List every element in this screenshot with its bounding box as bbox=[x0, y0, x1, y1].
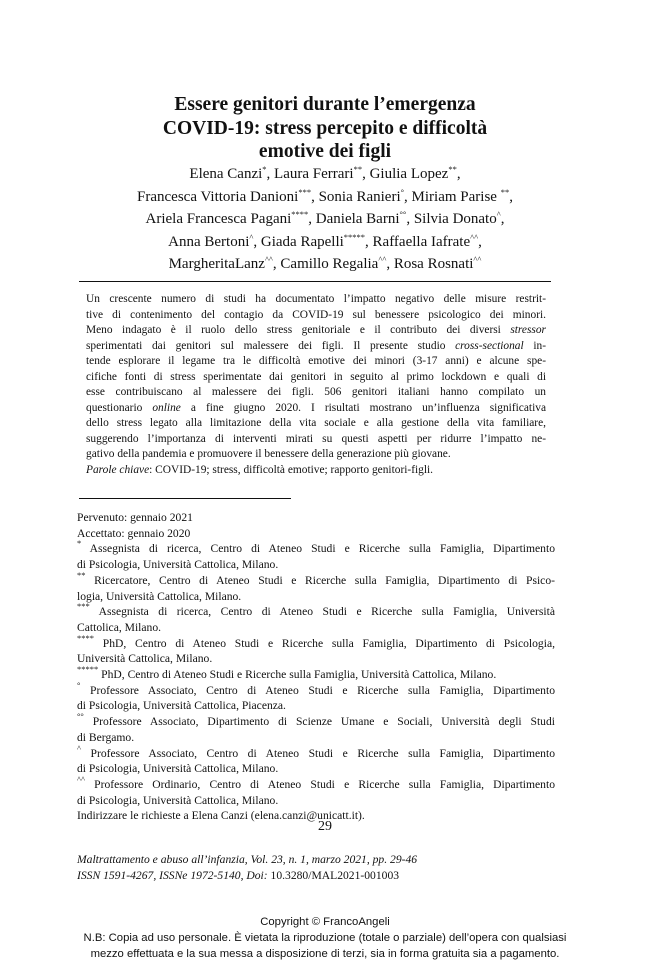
footnote-cont: di Psicologia, Università Cattolica, Piacenza. bbox=[77, 699, 286, 713]
author-name: Sonia Ranieri bbox=[318, 188, 401, 205]
footnote-marker: ***** bbox=[77, 664, 99, 675]
affiliation-marker: ^ bbox=[249, 231, 254, 242]
footnote bbox=[77, 773, 555, 793]
footnote bbox=[77, 679, 555, 699]
abstract-line: tende esplorare il legame tra le difficoltà emotive dei minori (3-17 anni) e alcune spe- bbox=[86, 355, 546, 367]
author-list bbox=[62, 163, 588, 276]
affiliation-marker: **** bbox=[291, 209, 309, 219]
abstract-line: cifiche fonti di stress sperimentate dai genitori in seguito al primo lockdown e quali di bbox=[86, 370, 546, 383]
abstract-line: Un crescente numero di studi ha documentato l’impatto negativo delle misure restrit- bbox=[86, 293, 546, 305]
separator: , bbox=[404, 188, 412, 205]
copyright-line: Copyright © FrancoAngeli bbox=[260, 916, 390, 928]
separator: , bbox=[456, 166, 461, 182]
footnote-text: Professore Associato, Dipartimento di Scienze Umane e Sociali, Università degli Studi bbox=[83, 715, 555, 729]
doi: 10.3280/MAL2021-001003 bbox=[270, 868, 400, 882]
abstract bbox=[86, 292, 546, 478]
copyright-footer bbox=[0, 914, 650, 962]
footnote bbox=[77, 569, 555, 589]
contact-line: Indirizzare le richieste a Elena Canzi (elena.canzi@unicatt.it). bbox=[77, 809, 365, 823]
journal-line: Maltrattamento e abuso all’infanzia, Vol. 23, n. 1, marzo 2021, pp. 29-46 bbox=[77, 853, 418, 866]
affiliation-marker: *** bbox=[298, 186, 312, 197]
author-name: Daniela Barni bbox=[315, 211, 400, 227]
author-name: Laura Ferrari bbox=[274, 166, 354, 182]
footnote-marker: ** bbox=[77, 569, 86, 580]
abstract-text: in- bbox=[523, 339, 546, 352]
footnote-text: Professore Associato, Centro di Ateneo Studi e Ricerche sulla Famiglia, Dipartimento bbox=[81, 746, 555, 760]
author-name: Ariela Francesca Pagani bbox=[145, 211, 292, 227]
author-name: Miriam Parise bbox=[411, 188, 501, 205]
footnote bbox=[77, 601, 555, 620]
footnote-marker: ^ bbox=[77, 742, 81, 753]
footnote bbox=[77, 742, 555, 762]
separator: , bbox=[365, 233, 373, 250]
author-name: Rosa Rosnati bbox=[393, 256, 474, 272]
emphasis: cross-sectional bbox=[455, 339, 524, 352]
separator: , bbox=[308, 211, 316, 227]
abstract-text: sperimentati dai genitori sul malessere dei figli. Il presente studio bbox=[86, 339, 456, 352]
footnote-marker: *** bbox=[77, 601, 90, 612]
article-title bbox=[60, 93, 590, 164]
separator: , bbox=[266, 166, 275, 182]
abstract-line: dello stress legato alla limitazione della vita sociale e alla gestione della vita familiare, bbox=[86, 417, 546, 429]
affiliation-marker: ^^ bbox=[470, 231, 479, 242]
separator: , bbox=[500, 211, 505, 227]
footnote-text: Assegnista di ricerca, Centro di Ateneo Studi e Ricerche sulla Famiglia, Università bbox=[89, 605, 555, 619]
footnote-cont: di Bergamo. bbox=[77, 730, 135, 744]
header-rule bbox=[79, 281, 551, 282]
affiliation-marker: ***** bbox=[343, 231, 366, 242]
author-line bbox=[62, 208, 588, 231]
footnote bbox=[77, 664, 555, 683]
footnote-marker: °° bbox=[77, 711, 84, 722]
title-line: emotive dei figli bbox=[258, 141, 392, 162]
footnote-cont: di Psicologia, Università Cattolica, Milano. bbox=[77, 558, 279, 572]
footnote-text: PhD, Centro di Ateneo Studi e Ricerche sulla Famiglia, Università Cattolica, Milano. bbox=[98, 668, 497, 682]
footnote bbox=[77, 632, 555, 652]
affiliation-marker: * bbox=[262, 164, 267, 174]
author-line bbox=[62, 231, 588, 254]
abstract-line bbox=[86, 339, 546, 355]
footnote-cont: di Psicologia, Università Cattolica, Milano. bbox=[77, 793, 279, 807]
footnote-marker: * bbox=[77, 538, 82, 549]
footnote-rule bbox=[79, 498, 291, 499]
affiliation-marker: ^ bbox=[496, 209, 501, 219]
affiliation-marker: ° bbox=[400, 186, 405, 197]
footnote bbox=[77, 538, 555, 557]
author-name: Silvia Donato bbox=[413, 211, 497, 227]
abstract-text: Meno indagato è il ruolo dello stress genitoriale e il contributo dei diversi bbox=[86, 324, 511, 336]
author-name: Elena Canzi bbox=[189, 166, 263, 182]
affiliation-marker: ^^ bbox=[473, 254, 482, 264]
separator: , bbox=[272, 256, 281, 272]
footnote-cont: Cattolica, Milano. bbox=[77, 620, 162, 634]
author-name: Anna Bertoni bbox=[168, 233, 250, 250]
footnote-text: Ricercatore, Centro di Ateneo Studi e Ricerche sulla Famiglia, Dipartimento di Psico- bbox=[85, 573, 555, 587]
abstract-line bbox=[86, 401, 546, 417]
footnote-cont: logia, Università Cattolica, Milano. bbox=[77, 589, 242, 603]
keywords-text: : COVID-19; stress, difficoltà emotive; rapporto genitori-figli. bbox=[149, 463, 434, 476]
abstract-text: questionario bbox=[86, 401, 153, 414]
keywords bbox=[86, 463, 546, 479]
affiliation-marker: ** bbox=[500, 186, 510, 197]
title-line: Essere genitori durante l’emergenza bbox=[174, 94, 476, 115]
issn-text: ISSN 1591-4267, ISSNe 1972-5140, Doi: bbox=[77, 868, 271, 882]
journal-citation bbox=[77, 852, 577, 883]
affiliation-marker: °° bbox=[399, 209, 407, 219]
abstract-text: a fine giugno 2020. I risultati mostrano un’influenza significativa bbox=[180, 401, 546, 414]
footnote bbox=[77, 711, 555, 730]
separator: , bbox=[253, 233, 261, 250]
notice-line: mezzo effettuata e la sua messa a disposizione di terzi, sia in forma gratuita sia a pagamento. bbox=[90, 948, 560, 960]
separator: , bbox=[362, 166, 370, 182]
footnotes bbox=[77, 510, 555, 824]
separator: , bbox=[386, 256, 394, 272]
accepted-date: Accettato: gennaio 2020 bbox=[77, 526, 191, 540]
separator: , bbox=[311, 188, 319, 205]
abstract-line bbox=[86, 323, 546, 339]
author-line bbox=[62, 186, 588, 209]
footnote-text: Professore Ordinario, Centro di Ateneo Studi e Ricerche sulla Famiglia, Dipartimento bbox=[84, 777, 555, 791]
footnote-cont: Università Cattolica, Milano. bbox=[77, 652, 213, 666]
author-name: Camillo Regalia bbox=[280, 256, 379, 272]
affiliation-marker: ^^ bbox=[378, 254, 387, 264]
keywords-label: Parole chiave bbox=[86, 463, 150, 476]
abstract-line: esse contribuiscano al malessere dei figli. 506 genitori italiani hanno compilato un bbox=[86, 386, 546, 398]
footnote-marker: **** bbox=[77, 632, 94, 643]
author-name: MargheritaLanz bbox=[168, 256, 265, 272]
abstract-line: gativo della pandemia e promuovere il benessere della generazione più giovane. bbox=[86, 448, 451, 460]
author-name: Francesca Vittoria Danioni bbox=[137, 188, 299, 205]
author-name: Giulia Lopez bbox=[369, 166, 449, 182]
separator: , bbox=[509, 188, 513, 205]
abstract-line: suggerendo l’importanza di interventi mirati su questi aspetti per ridurre l’impatto ne- bbox=[86, 432, 546, 445]
emphasis: stressor bbox=[510, 324, 546, 336]
notice-line: N.B: Copia ad uso personale. È vietata la riproduzione (totale o parziale) dell’opera con qualsiasi bbox=[83, 932, 567, 944]
footnote-marker: ° bbox=[77, 679, 81, 690]
affiliation-marker: ** bbox=[353, 164, 363, 174]
journal-line bbox=[77, 868, 577, 884]
received-date: Pervenuto: gennaio 2021 bbox=[77, 511, 193, 524]
separator: , bbox=[478, 233, 482, 250]
affiliation-marker: ^^ bbox=[264, 254, 273, 264]
affiliation-marker: ** bbox=[448, 164, 457, 174]
footnote-cont: di Psicologia, Università Cattolica, Milano. bbox=[77, 762, 279, 776]
author-line bbox=[62, 163, 588, 186]
page-number: 29 bbox=[318, 819, 332, 834]
title-line: COVID-19: stress percepito e difficoltà bbox=[162, 117, 488, 139]
footnote-text: Professore Associato, Centro di Ateneo Studi e Ricerche sulla Famiglia, Dipartimento bbox=[80, 683, 555, 697]
emphasis: online bbox=[152, 401, 181, 414]
author-line bbox=[62, 253, 588, 276]
author-name: Giada Rapelli bbox=[260, 233, 344, 250]
footnote-text: Assegnista di ricerca, Centro di Ateneo Studi e Ricerche sulla Famiglia, Dipartimento bbox=[81, 542, 555, 556]
footnote-text: PhD, Centro di Ateneo Studi e Ricerche sulla Famiglia, Dipartimento di Psicologia, bbox=[94, 636, 555, 650]
footnote-marker: ^^ bbox=[77, 773, 85, 784]
separator: , bbox=[406, 211, 414, 227]
author-name: Raffaella Iafrate bbox=[372, 233, 471, 250]
abstract-line: tive di contenimento del contagio da COVID-19 sul benessere psicologico dei minori. bbox=[86, 308, 546, 321]
